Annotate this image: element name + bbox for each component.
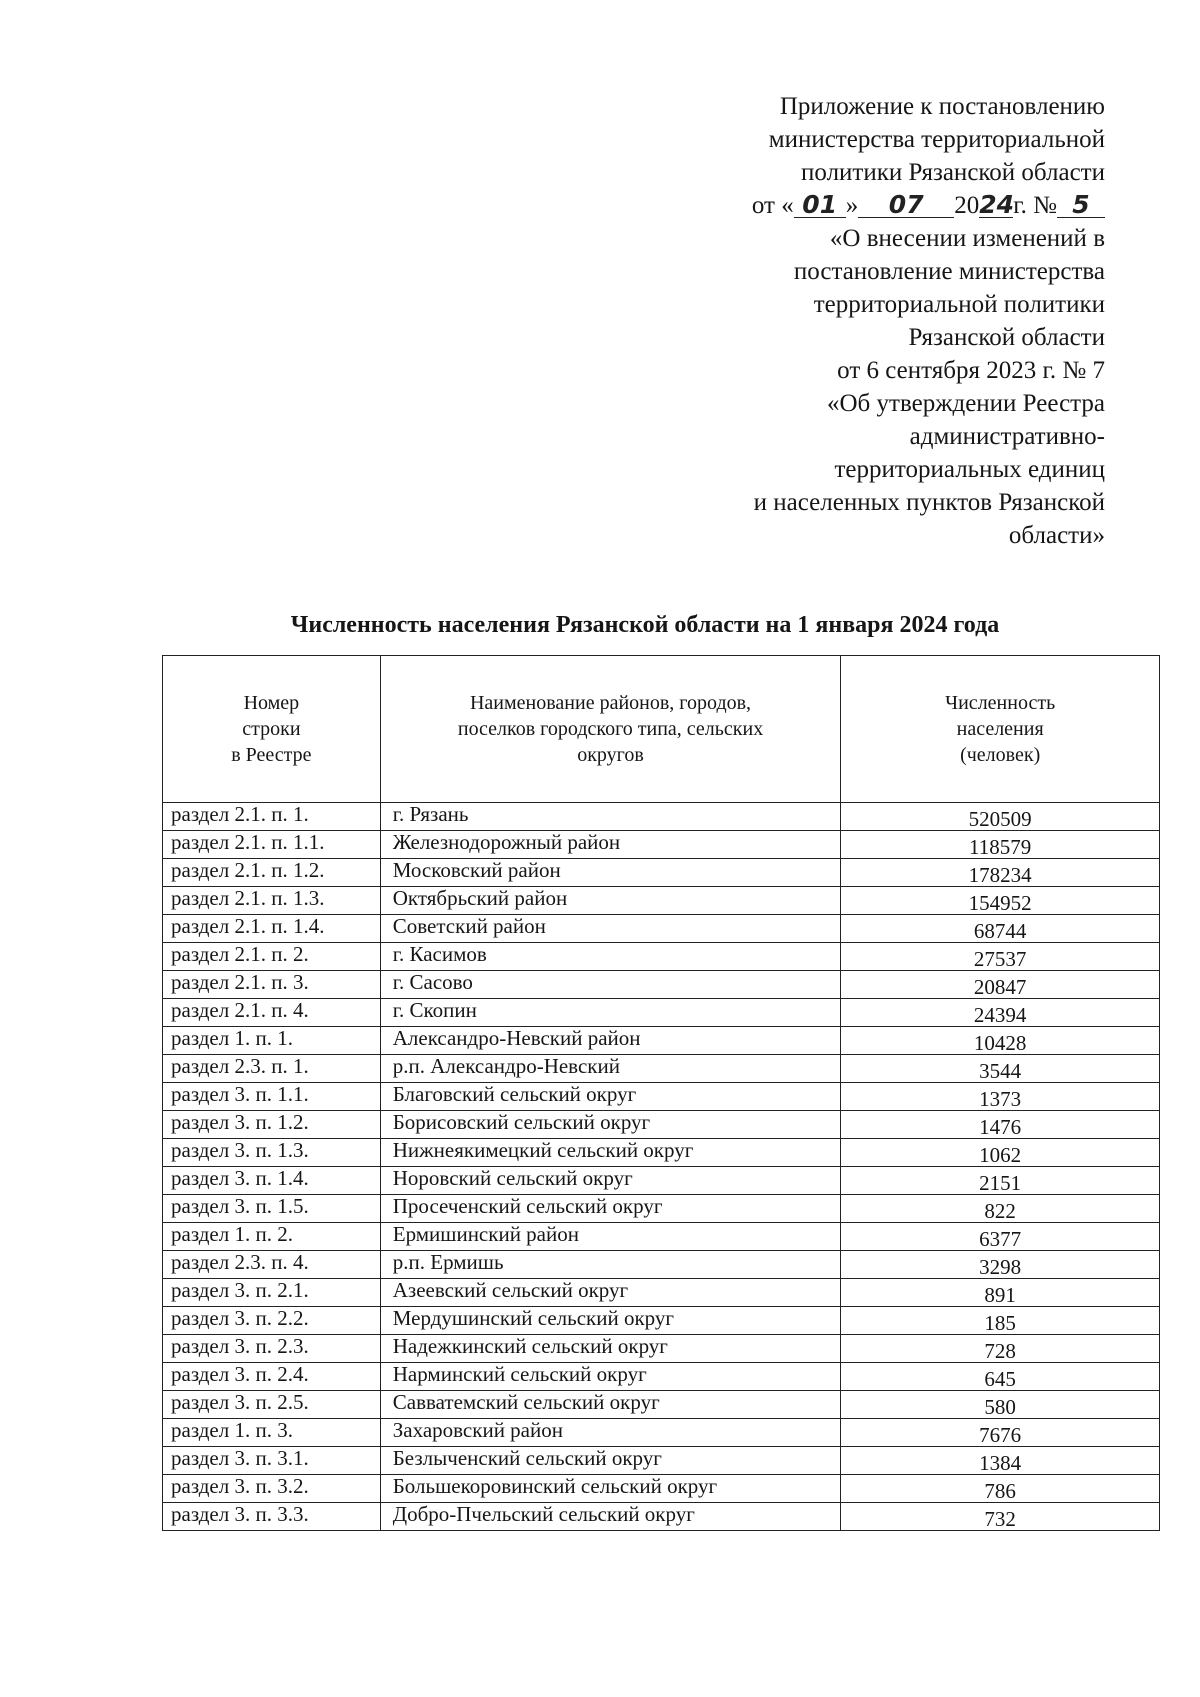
handwritten-month: 07 [858,193,954,218]
table-row [163,971,1160,999]
document-title: Численность населения Рязанской области на 1 января 2024 года [290,612,1000,638]
row-number-cell: раздел 3. п. 1.1. [163,1083,381,1111]
appendix-header [752,90,1105,552]
row-population-cell: 786 [841,1475,1160,1503]
table-row [163,1167,1160,1195]
table-row [163,1363,1160,1391]
header-text: строки [242,718,301,740]
header-text: в Реестре [231,744,312,766]
table-row [163,1055,1160,1083]
row-name-cell: Московский район [380,859,841,887]
population-table-wrapper [162,655,1160,1531]
table-row [163,803,1160,831]
row-population-cell: 3298 [841,1251,1160,1279]
row-population-cell: 20847 [841,971,1160,999]
row-name-cell: Мердушинский сельский округ [380,1307,841,1335]
row-population-cell: 822 [841,1195,1160,1223]
table-row [163,1111,1160,1139]
date-year-prefix: 20 [954,192,980,219]
table-row [163,1503,1160,1531]
table-row [163,1391,1160,1419]
table-row [163,1447,1160,1475]
row-number-cell: раздел 3. п. 2.2. [163,1307,381,1335]
row-name-cell: Большекоровинский сельский округ [380,1475,841,1503]
table-row [163,1419,1160,1447]
row-name-cell: Надежкинский сельский округ [380,1335,841,1363]
row-name-cell: Александро-Невский район [380,1027,841,1055]
table-row [163,1083,1160,1111]
header-text: Наименование районов, городов, [469,692,752,714]
row-population-cell: 24394 [841,999,1160,1027]
header-text: (человек) [960,744,1041,766]
row-population-cell: 68744 [841,915,1160,943]
appendix-line: территориальных единиц [834,456,1105,483]
row-population-cell: 1062 [841,1139,1160,1167]
header-text: Численность [945,692,1056,714]
row-population-cell: 6377 [841,1223,1160,1251]
appendix-line: территориальной политики [813,291,1105,318]
handwritten-year: 24 [979,190,1014,219]
row-name-cell: р.п. Ермишь [380,1251,841,1279]
row-population-cell: 1476 [841,1111,1160,1139]
table-row [163,1251,1160,1279]
row-number-cell: раздел 3. п. 3.1. [163,1447,381,1475]
row-name-cell: Просеченский сельский округ [380,1195,841,1223]
row-population-cell: 1373 [841,1083,1160,1111]
table-row [163,1027,1160,1055]
row-number-cell: раздел 2.1. п. 4. [163,999,381,1027]
row-number-cell: раздел 3. п. 3.3. [163,1503,381,1531]
date-prefix: от « [751,192,794,219]
row-population-cell: 520509 [841,803,1160,831]
row-number-cell: раздел 2.3. п. 4. [163,1251,381,1279]
appendix-line: министерства территориальной [768,126,1105,153]
table-row [163,1279,1160,1307]
row-number-cell: раздел 2.1. п. 1.2. [163,859,381,887]
row-name-cell: Нижнеякимецкий сельский округ [380,1139,841,1167]
row-name-cell: Борисовский сельский округ [380,1111,841,1139]
table-row [163,887,1160,915]
header-text: округов [577,744,644,766]
table-header-row [163,656,1160,803]
handwritten-number: 5 [1057,193,1105,218]
appendix-line: административно- [909,423,1105,450]
date-number-prefix: г. № [1013,192,1057,219]
row-name-cell: Советский район [380,915,841,943]
table-row [163,1195,1160,1223]
row-population-cell: 645 [841,1363,1160,1391]
table-row [163,999,1160,1027]
row-name-cell: г. Касимов [380,943,841,971]
row-name-cell: Ермишинский район [380,1223,841,1251]
table-row [163,1475,1160,1503]
row-number-cell: раздел 1. п. 1. [163,1027,381,1055]
row-population-cell: 185 [841,1307,1160,1335]
row-name-cell: р.п. Александро-Невский [380,1055,841,1083]
table-row [163,915,1160,943]
row-number-cell: раздел 2.1. п. 1.3. [163,887,381,915]
row-name-cell: Октябрьский район [380,887,841,915]
row-population-cell: 154952 [841,887,1160,915]
appendix-line: политики Рязанской области [801,159,1105,186]
row-number-cell: раздел 3. п. 2.4. [163,1363,381,1391]
row-name-cell: г. Сасово [380,971,841,999]
row-name-cell: Норовский сельский округ [380,1167,841,1195]
row-population-cell: 3544 [841,1055,1160,1083]
appendix-line: «Об утверждении Реестра [827,390,1105,417]
row-population-cell: 178234 [841,859,1160,887]
appendix-line: от 6 сентября 2023 г. № 7 [837,357,1105,384]
table-row [163,1223,1160,1251]
row-population-cell: 27537 [841,943,1160,971]
row-name-cell: г. Скопин [380,999,841,1027]
row-name-cell: г. Рязань [380,803,841,831]
row-population-cell: 118579 [841,831,1160,859]
row-number-cell: раздел 2.3. п. 1. [163,1055,381,1083]
row-number-cell: раздел 3. п. 1.3. [163,1139,381,1167]
row-population-cell: 10428 [841,1027,1160,1055]
appendix-line: Рязанской области [908,324,1105,351]
row-population-cell: 1384 [841,1447,1160,1475]
row-population-cell: 732 [841,1503,1160,1531]
handwritten-day: 01 [794,193,846,218]
row-population-cell: 728 [841,1335,1160,1363]
row-population-cell: 2151 [841,1167,1160,1195]
appendix-line: области» [1008,522,1105,549]
row-number-cell: раздел 3. п. 2.1. [163,1279,381,1307]
table-row [163,831,1160,859]
appendix-date-line [752,189,1105,222]
row-name-cell: Азеевский сельский округ [380,1279,841,1307]
row-number-cell: раздел 3. п. 2.3. [163,1335,381,1363]
table-row [163,1139,1160,1167]
row-number-cell: раздел 2.1. п. 1.4. [163,915,381,943]
row-number-cell: раздел 2.1. п. 1. [163,803,381,831]
table-row [163,943,1160,971]
row-population-cell: 580 [841,1391,1160,1419]
row-name-cell: Добро-Пчельский сельский округ [380,1503,841,1531]
row-number-cell: раздел 1. п. 2. [163,1223,381,1251]
header-row-number [163,656,381,803]
appendix-line: постановление министерства [793,258,1105,285]
row-number-cell: раздел 2.1. п. 3. [163,971,381,999]
row-population-cell: 891 [841,1279,1160,1307]
row-number-cell: раздел 3. п. 2.5. [163,1391,381,1419]
row-name-cell: Савватемский сельский округ [380,1391,841,1419]
row-number-cell: раздел 1. п. 3. [163,1419,381,1447]
appendix-line: Приложение к постановлению [779,93,1105,120]
header-text: поселков городского типа, сельских [457,718,764,740]
header-text: населения [956,718,1044,740]
appendix-line: и населенных пунктов Рязанской [753,489,1105,516]
table-body [163,803,1160,1531]
row-name-cell: Железнодорожный район [380,831,841,859]
population-table [162,655,1160,1531]
row-name-cell: Захаровский район [380,1419,841,1447]
row-name-cell: Безлыченский сельский округ [380,1447,841,1475]
table-row [163,859,1160,887]
row-number-cell: раздел 3. п. 1.5. [163,1195,381,1223]
table-row [163,1335,1160,1363]
row-name-cell: Благовский сельский округ [380,1083,841,1111]
date-mid: » [845,192,859,219]
header-name [380,656,841,803]
table-row [163,1307,1160,1335]
row-number-cell: раздел 3. п. 1.4. [163,1167,381,1195]
row-number-cell: раздел 2.1. п. 2. [163,943,381,971]
row-number-cell: раздел 3. п. 3.2. [163,1475,381,1503]
row-number-cell: раздел 2.1. п. 1.1. [163,831,381,859]
header-population [841,656,1160,803]
header-text: Номер [243,692,300,714]
row-number-cell: раздел 3. п. 1.2. [163,1111,381,1139]
row-population-cell: 7676 [841,1419,1160,1447]
appendix-line: «О внесении изменений в [829,225,1105,252]
row-name-cell: Нарминский сельский округ [380,1363,841,1391]
